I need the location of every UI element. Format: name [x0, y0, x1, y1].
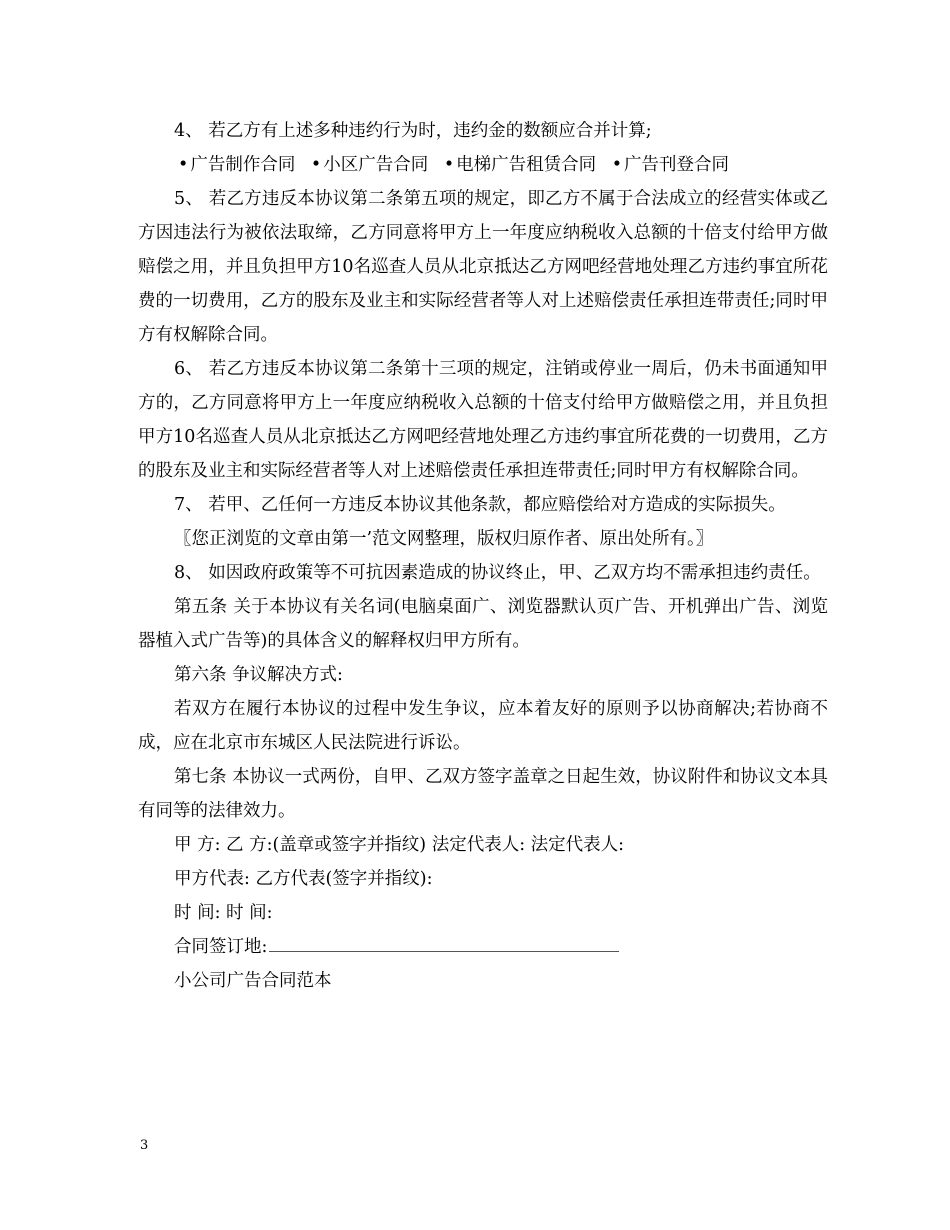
- signature-representatives: 甲方代表: 乙方代表(签字并指纹):: [174, 869, 433, 889]
- article-6-body: 若双方在履行本协议的过程中发生争议，应本着友好的原则予以协商解决;若协商不成，应在北京市东城区人民法院进行诉讼。: [138, 699, 828, 753]
- signing-place-blank: [269, 931, 619, 952]
- article-6-heading: 第六条 争议解决方式:: [174, 665, 343, 685]
- related-link-community-ad[interactable]: [311, 155, 428, 175]
- related-links: [138, 148, 828, 182]
- clause-8: 8、 如因政府政策等不可抗因素造成的协议终止，甲、乙双方均不需承担违约责任。: [174, 563, 821, 583]
- related-link-label: 电梯广告租赁合同: [456, 155, 597, 175]
- related-link-label: 广告刊登合同: [624, 155, 730, 175]
- clause-6: 6、 若乙方违反本协议第二条第十三项的规定，注销或停业一周后，仍未书面通知甲方的，乙方同意将甲方上一年度应纳税收入总额的十倍支付给甲方做赔偿之用，并且负担甲方10名巡查人员从北京抵达乙方网吧经营地处理乙方违约事宜所花费的一切费用，乙方的股东及业主和实际经营者等人对上述赔偿责任承担连带责任;同时甲方有权解除合同。: [138, 359, 828, 481]
- related-link-ad-publishing[interactable]: [612, 155, 729, 175]
- bullet-icon: •: [178, 155, 189, 175]
- clause-5: 5、 若乙方违反本协议第二条第五项的规定，即乙方不属于合法成立的经营实体或乙方因违法行为被依法取缔，乙方同意将甲方上一年度应纳税收入总额的十倍支付给甲方做赔偿之用，并且负担甲方10名巡查人员从北京抵达乙方网吧经营地处理乙方违约事宜所花费的一切费用，乙方的股东及业主和实际经营者等人对上述赔偿责任承担连带责任;同时甲方有权解除合同。: [138, 189, 828, 345]
- clause-4: 4、 若乙方有上述多种违约行为时，违约金的数额应合并计算;: [174, 121, 652, 141]
- closing-title: 小公司广告合同范本: [174, 971, 332, 991]
- bullet-icon: •: [310, 155, 322, 175]
- copyright-notice: 〖您正浏览的文章由第一’范文网整理，版权归原作者、原出处所有。〗: [174, 529, 714, 549]
- related-link-ad-production[interactable]: [178, 155, 295, 175]
- signature-parties: 甲 方: 乙 方:(盖章或签字并指纹) 法定代表人: 法定代表人:: [174, 835, 625, 855]
- signing-place: [138, 930, 828, 964]
- document-body: [138, 114, 828, 998]
- page-number: 3: [140, 1138, 149, 1153]
- bullet-icon: •: [611, 155, 623, 175]
- signature-time: 时 间: 时 间:: [174, 903, 273, 923]
- related-link-label: 广告制作合同: [190, 155, 296, 175]
- article-7: 第七条 本协议一式两份，自甲、乙双方签字盖章之日起生效，协议附件和协议文本具有同等的法律效力。: [138, 767, 828, 821]
- signing-place-label: 合同签订地:: [174, 937, 268, 957]
- related-link-label: 小区广告合同: [323, 155, 429, 175]
- article-5: 第五条 关于本协议有关名词(电脑桌面广、浏览器默认页广告、开机弹出广告、浏览器植入式广告等)的具体含义的解释权归甲方所有。: [138, 597, 828, 651]
- clause-7: 7、 若甲、乙任何一方违反本协议其他条款，都应赔偿给对方造成的实际损失。: [174, 495, 786, 515]
- bullet-icon: •: [443, 155, 455, 175]
- related-link-elevator-ad[interactable]: [444, 155, 596, 175]
